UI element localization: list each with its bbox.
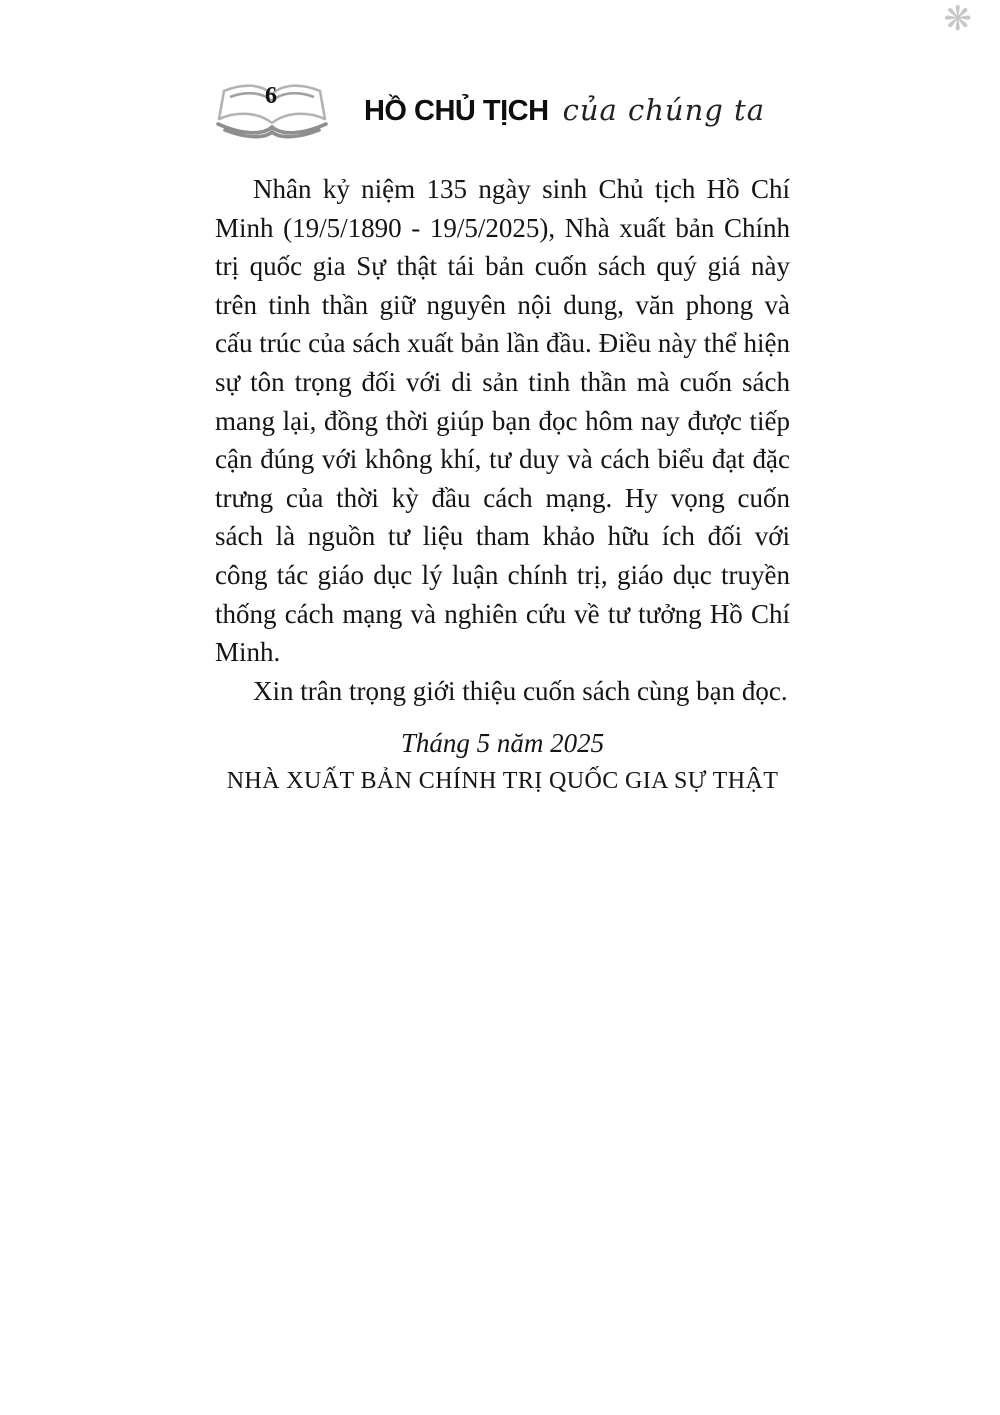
running-header	[215, 78, 790, 142]
paragraph-2: Xin trân trọng giới thiệu cuốn sách cùng bạn đọc.	[253, 675, 788, 706]
chapter-title	[329, 93, 790, 128]
publisher-line: NHÀ XUẤT BẢN CHÍNH TRỊ QUỐC GIA SỰ THẬT	[226, 768, 779, 795]
flower-asterisk-icon: ❋	[943, 0, 972, 39]
page-number: 6	[265, 83, 277, 109]
chapter-title-script: của chúng ta	[562, 92, 766, 127]
page-content	[215, 78, 790, 801]
date-line: Tháng 5 năm 2025	[400, 728, 605, 759]
open-book-icon	[215, 79, 329, 141]
chapter-title-main: HỒ CHỦ TỊCH	[363, 94, 549, 127]
paragraph-1: Nhân kỷ niệm 135 ngày sinh Chủ tịch Hồ Chí Minh (19/5/1890 - 19/5/2025), Nhà xuất bản Chính trị quốc gia Sự thật tái bản cuốn sách quý giá này trên tinh thần giữ nguyên nội dung, văn phong và cấu trúc của sách xuất bản lần đầu. Điều này thể hiện sự tôn trọng đối với di sản tinh thần mà cuốn sách mang lại, đồng thời giúp bạn đọc hôm nay được tiếp cận đúng với không khí, tư duy và cách biểu đạt đặc trưng của thời kỳ đầu cách mạng. Hy vọng cuốn sách là nguồn tư liệu tham khảo hữu ích đối với công tác giáo dục lý luận chính trị, giáo dục truyền thống cách mạng và nghiên cứu về tư tưởng Hồ Chí Minh.	[215, 174, 790, 668]
